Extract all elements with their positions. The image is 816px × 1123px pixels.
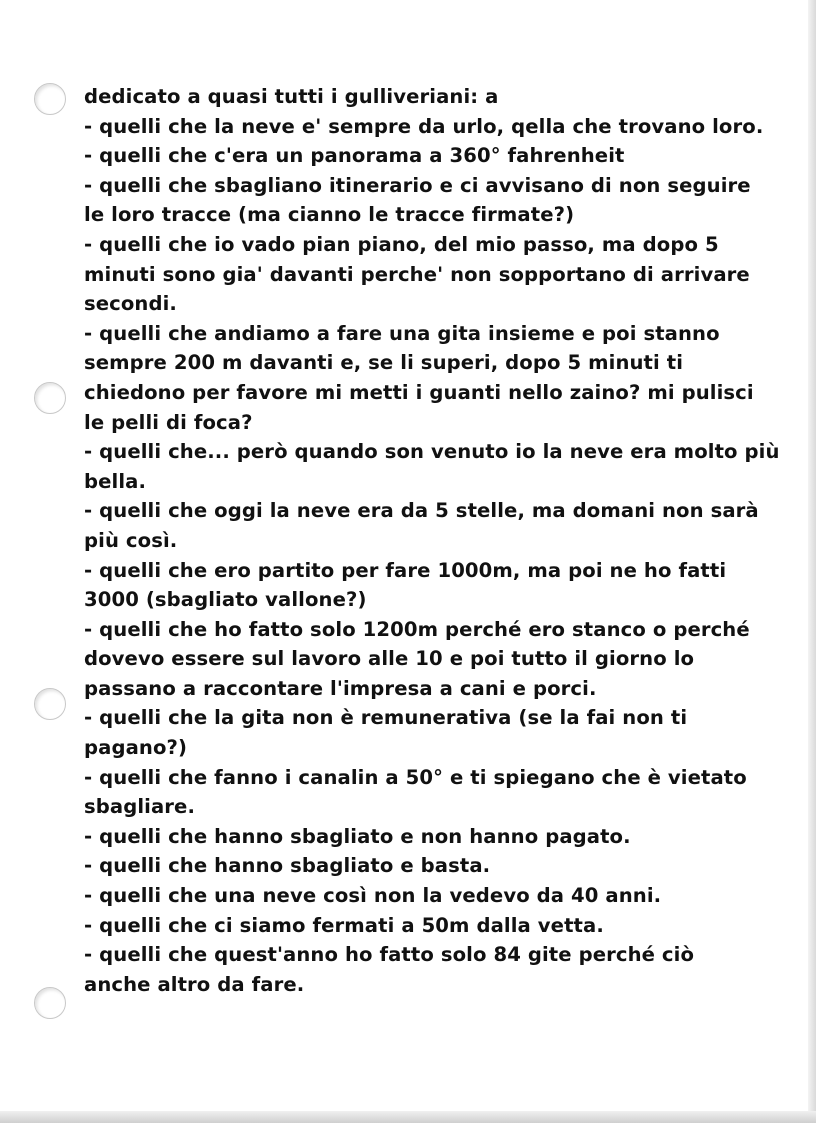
text-line: 3000 (sbagliato vallone?) [84, 588, 367, 612]
text-line: - quelli che ho fatto solo 1200m perché ero stanco o perché [84, 617, 750, 641]
text-line: - quelli che la gita non è remunerativa (se la fai non ti [84, 706, 688, 730]
text-line: - quelli che quest'anno ho fatto solo 84 gite perché ciò [84, 943, 695, 967]
text-line: - quelli che hanno sbagliato e non hanno pagato. [84, 824, 631, 848]
binder-hole [34, 83, 66, 115]
text-line: - quelli che... però quando son venuto io la neve era molto più [84, 440, 780, 464]
binder-hole [34, 987, 66, 1019]
text-line: pagano?) [84, 736, 188, 760]
text-line: le loro tracce (ma cianno le tracce firmate?) [84, 203, 575, 227]
text-line: più così. [84, 528, 178, 552]
text-line: - quelli che una neve così non la vedevo da 40 anni. [84, 884, 662, 908]
text-line: anche altro da fare. [84, 972, 305, 996]
text-line: - quelli che ero partito per fare 1000m, ma poi ne ho fatti [84, 558, 727, 582]
text-line: - quelli che sbagliano itinerario e ci avvisano di non seguire [84, 173, 751, 197]
text-line: sempre 200 m davanti e, se li superi, dopo 5 minuti ti [84, 351, 684, 375]
text-line: - quelli che c'era un panorama a 360° fahrenheit [84, 144, 625, 168]
text-line: passano a raccontare l'impresa a cani e porci. [84, 676, 597, 700]
text-line: chiedono per favore mi metti i guanti nello zaino? mi pulisci [84, 380, 754, 404]
text-line: le pelli di foca? [84, 410, 253, 434]
binder-hole [34, 382, 66, 414]
text-line: - quelli che oggi la neve era da 5 stelle, ma domani non sarà [84, 499, 759, 523]
text-line: - quelli che hanno sbagliato e basta. [84, 854, 491, 878]
text-line: bella. [84, 469, 147, 493]
text-line: minuti sono gia' davanti perche' non sopportano di arrivare [84, 262, 750, 286]
text-line: - quelli che io vado pian piano, del mio passo, ma dopo 5 [84, 232, 719, 256]
text-line: dedicato a quasi tutti i gulliveriani: a [84, 85, 499, 108]
text-line: dovevo essere sul lavoro alle 10 e poi tutto il giorno lo [84, 647, 695, 671]
text-line: - quelli che ci siamo fermati a 50m dalla vetta. [84, 913, 604, 937]
text-line: - quelli che fanno i canalin a 50° e ti spiegano che è vietato [84, 765, 747, 789]
document-text [84, 82, 780, 999]
text-line: - quelli che la neve e' sempre da urlo, qella che trovano loro. [84, 114, 764, 138]
text-line: secondi. [84, 292, 177, 316]
text-line: sbagliare. [84, 795, 195, 819]
page-edge-shadow [808, 0, 816, 1123]
text-line: - quelli che andiamo a fare una gita insieme e poi stanno [84, 321, 720, 345]
binder-hole [34, 688, 66, 720]
page-bottom-shadow [0, 1111, 816, 1123]
